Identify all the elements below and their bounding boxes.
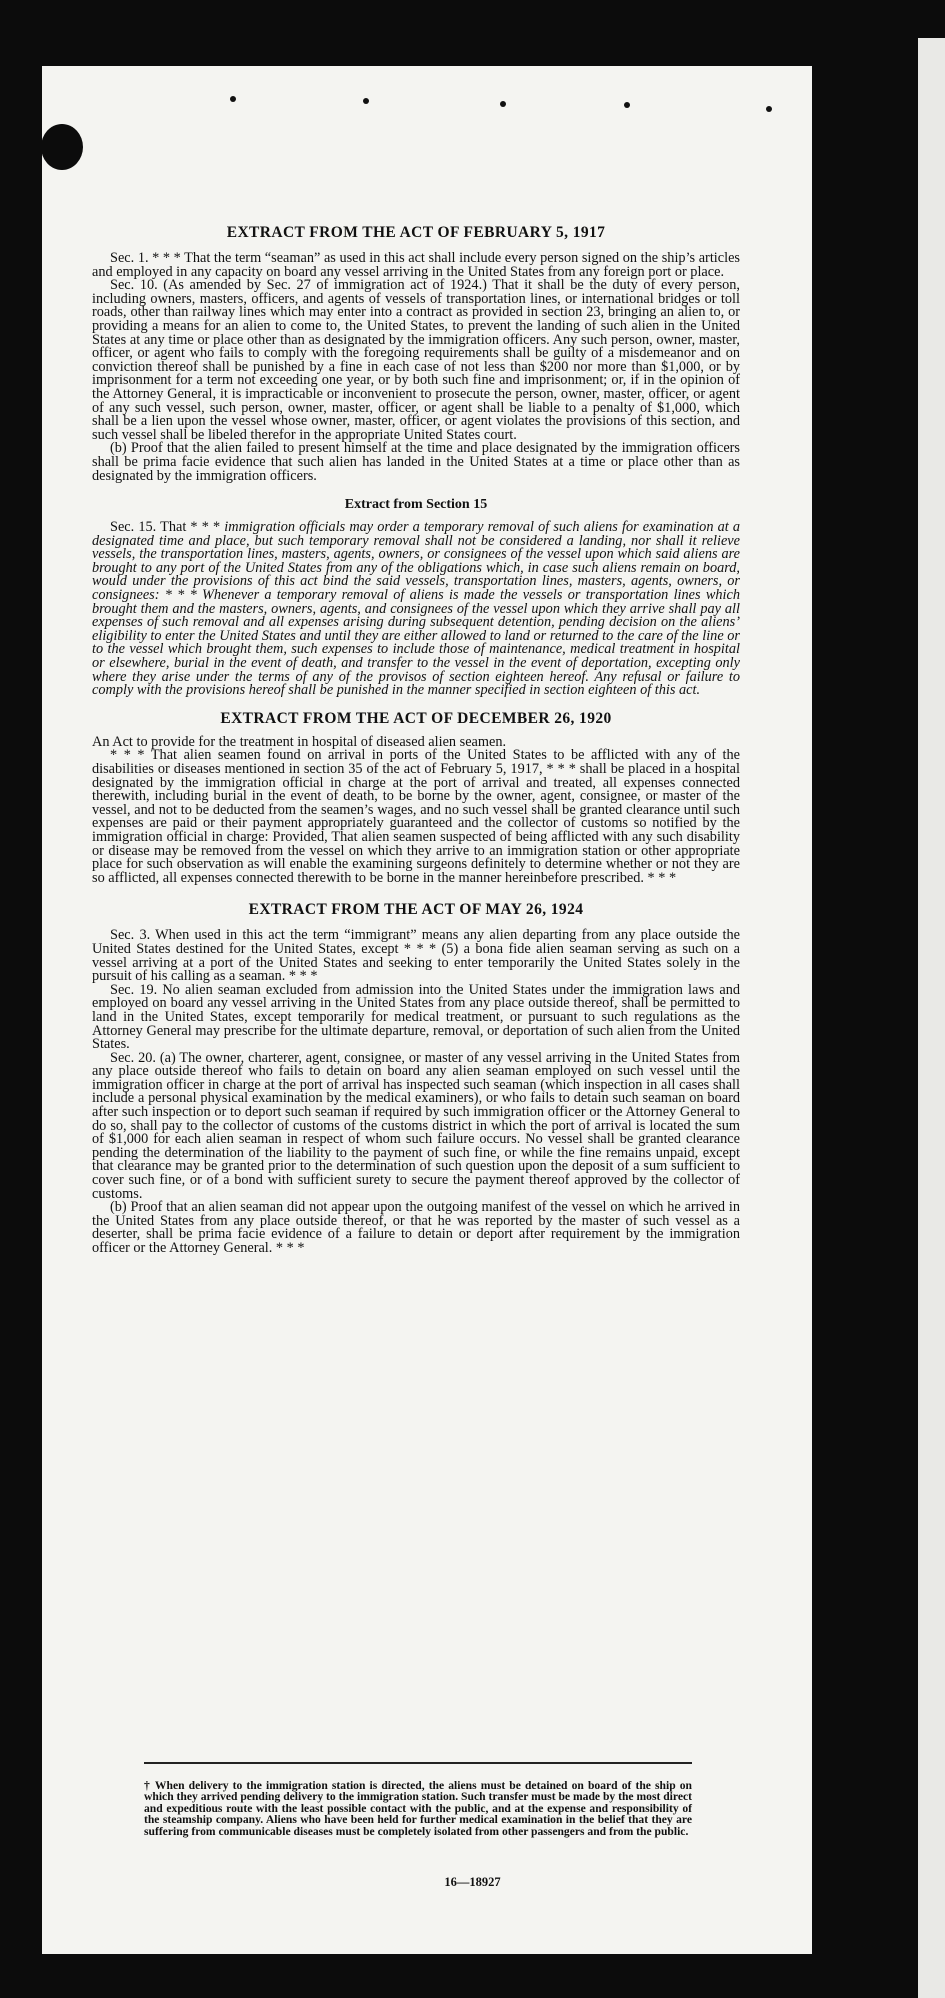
sec-15-italic-text: immigration officials may order a temporary removal of such aliens for examination at a designated time and place, but such temporary removal shall not be considered a landing, nor shall it relieve vessels, the transportation lines, masters, agents, owners, or consignees of the vessel upon which said aliens are brought to any port of the United States from any of the obligations which, in case such aliens remain on board, would under the provisions of this act bind the said vessels, transportation lines, masters, agents, owners, or consignees: * * * Whenever a temporary removal of aliens is made the vessels or transportation lines which brought them and the masters, owners, agents, and consignees of the vessel upon which they arrive shall pay all expenses of such removal and all expenses arising during subsequent detention, pending decision on the aliens’ eligibility to enter the United States and until they are either allowed to land or returned to the care of the line or to the vessel which brought them, such expenses to include those of maintenance, medical treatment in hospital or elsewhere, burial in the event of death, and transfer to the vessel in the event of deportation, excepting only where they arise under the terms of any of the provisos of section eighteen hereof. Any refusal or failure to comply with the provisions hereof shall be punished in the manner specified in section eighteen of this act. (92, 519, 741, 699)
paragraph-act-title: An Act to provide for the treatment in hospital of diseased alien seamen. (92, 733, 507, 750)
paragraph-sec-1: Sec. 1. * * * That the term “seaman” as used in this act shall include every person signed on the ship’s articles and employed in any capacity on board any vessel arriving in the United States from any foreign port or place. (92, 250, 740, 280)
speck (363, 98, 369, 104)
page-number: 16—18927 (444, 1875, 501, 1889)
speck (624, 102, 630, 108)
paragraph-sec-3: Sec. 3. When used in this act the term “immigrant” means any alien departing from any place outside the United States destined for the United States, except * * * (5) a bona fide alien seaman serving as such on a vessel arriving at a port of the United States and seeking to enter temporarily the United States solely in the pursuit of his calling as a seaman. * * * (92, 927, 740, 985)
punch-hole (41, 124, 83, 170)
heading-act-feb-1917: EXTRACT FROM THE ACT OF FEBRUARY 5, 1917 (226, 224, 606, 241)
sec-15-lead: Sec. 15. That * * * (110, 519, 225, 536)
paragraph-sec-20-a: Sec. 20. (a) The owner, charterer, agent, consignee, or master of any vessel arriving in the United States from any place outside thereof who fails to detain on board any alien seaman employed on such vessel until the immigration officer in charge at the port of arrival has inspected such seaman (which inspection in all cases shall include a personal physical examination by the medical examiners), or who fails to detain such seaman on board after such inspection or to deport such seaman if required by such immigration officer or the Attorney General to do so, shall pay to the collector of customs of the customs district in which the port of arrival is located the sum of $1,000 for each alien seaman in respect of whom such failure occurs. No vessel shall be granted clearance pending the determination of the liability to the payment of such fine, or while the fine remains unpaid, except that clearance may be granted prior to the determination of such question upon the deposit of a sum sufficient to cover such fine, or of a bond with sufficient surety to secure the payment thereof approved by the collector of customs. (92, 1049, 740, 1202)
paragraph-sec-10-b: (b) Proof that the alien failed to present himself at the time and place designated by the immigration officers shall be prima facie evidence that such alien has landed in the United States at a time or place other than as designated by the immigration officers. (92, 440, 740, 484)
speck (500, 101, 506, 107)
heading-act-may-1924: EXTRACT FROM THE ACT OF MAY 26, 1924 (248, 901, 584, 919)
footnote: † When delivery to the immigration station is directed, the aliens must be detained on board of the ship on which they arrived pending delivery to the immigration station. Such transfer must be made by the most direct and expeditious route with the least possible contact with the public, and at the expense and responsibility of the steamship company. Aliens who have been held for further medical examination in the belief that they are suffering from communicable diseases must be completely isolated from other passengers and from the public. (144, 1779, 692, 1838)
paragraph-alien-seamen-treatment: * * * That alien seamen found on arrival in ports of the United States to be afflicted with any of the disabilities or diseases mentioned in section 35 of the act of February 5, 1917, * * * shall be placed in a hospital designated by the immigration official in charge at the port of arrival and treated, all expenses connected therewith, including burial in the event of death, to be borne by the owner, agent, consignee, or master of the vessel, and not to be deducted from the seamen’s wages, and no such vessel shall be granted clearance until such expenses are paid or their payment appropriately guaranteed and the collector of customs so notified by the immigration official in charge: Provided, That alien seamen suspected of being afflicted with any such disability or disease may be removed from the vessel on which they arrive to an immigration station or other appropriate place for such observation as will enable the examining surgeons definitely to determine whether or not they are so afflicted, all expenses connected therewith to be borne in the manner hereinbefore prescribed. * * * (92, 747, 740, 886)
footnote-divider (144, 1762, 692, 1764)
document-body (92, 224, 740, 1256)
paragraph-sec-19: Sec. 19. No alien seaman excluded from admission into the United States under the immigration laws and employed on board any vessel arriving in the United States from any place outside thereof, shall be permitted to land in the United States, except temporarily for medical treatment, or pursuant to such regulations as the Attorney General may prescribe for the ultimate departure, removal, or deportation of such alien from the United States. (92, 981, 740, 1053)
speck (230, 96, 236, 102)
adjacent-page-edge (918, 38, 945, 1998)
speck (766, 106, 772, 112)
paragraph-sec-15 (92, 521, 740, 698)
paragraph-sec-20-b: (b) Proof that an alien seaman did not appear upon the outgoing manifest of the vessel on which he arrived in the United States from any place outside thereof, or that he was reported by the master of such vessel as a deserter, shall be prima facie evidence of a failure to detain or deport after requirement by the immigration officer or the Attorney General. * * * (92, 1199, 740, 1256)
paragraph-sec-10: Sec. 10. (As amended by Sec. 27 of immigration act of 1924.) That it shall be the duty of every person, including owners, masters, officers, and agents of vessels of transportation lines, or international bridges or toll roads, other than railway lines which may enter into a contract as provided in section 23, bringing an alien to, or providing a means for an alien to come to, the United States, to prevent the landing of such alien in the United States at any time or place other than as designated by the immigration officers. Any such person, owner, master, officer, or agent who fails to comply with the foregoing requirements shall be guilty of a misdemeanor and on conviction thereof shall be punished by a fine in each case of not less than $200 nor more than $1,000, or by imprisonment for a term not exceeding one year, or by both such fine and imprisonment; or, if in the opinion of the Attorney General, it is impracticable or inconvenient to prosecute the person, owner, master, officer, or agent of any such vessel, such person, owner, master, officer, or agent shall be liable to a penalty of $1,000, which shall be a lien upon the vessel whose owner, master, officer, or agent violates the provisions of this section, and such vessel shall be libeled therefor in the appropriate United States court. (92, 277, 740, 443)
heading-act-dec-1920: EXTRACT FROM THE ACT OF DECEMBER 26, 1920 (220, 709, 612, 727)
heading-section-15: Extract from Section 15 (344, 497, 488, 513)
